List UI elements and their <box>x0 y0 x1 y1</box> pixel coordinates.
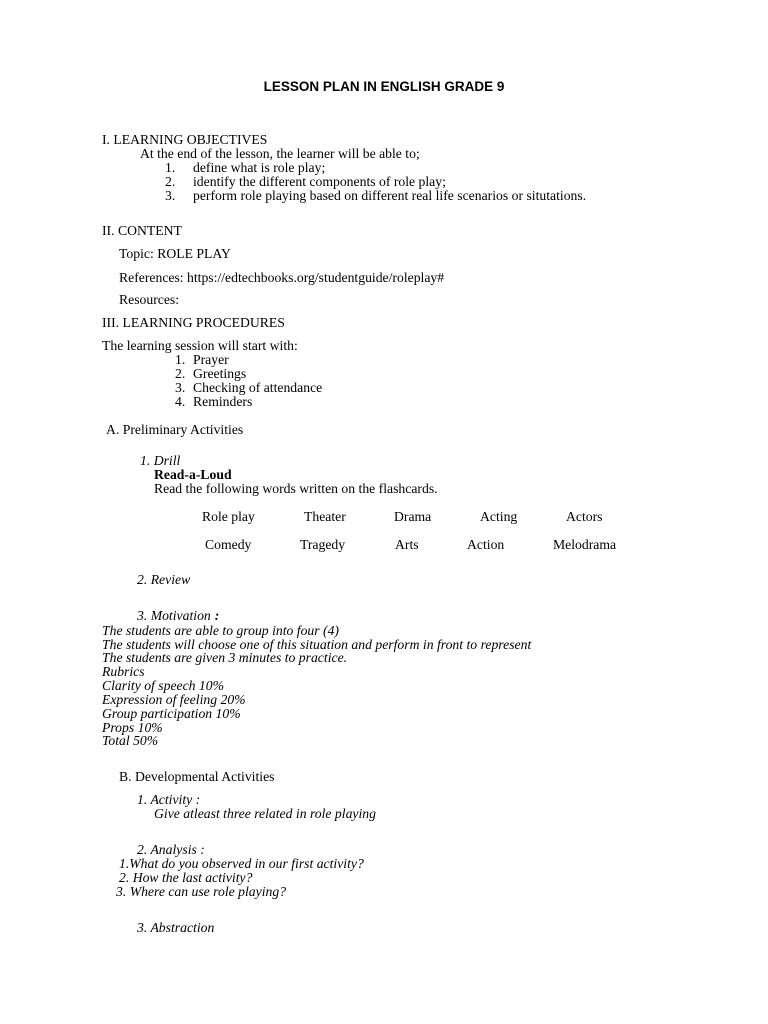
drill-label: 1. Drill <box>140 453 181 468</box>
flashcard-word: Comedy <box>205 537 252 552</box>
procedure-text: Checking of attendance <box>193 380 323 395</box>
procedure-number: 2. <box>175 366 186 381</box>
motivation-colon: : <box>214 608 220 623</box>
analysis-question: 2. How the last activity? <box>119 870 253 885</box>
content-heading: II. CONTENT <box>102 223 182 238</box>
motivation-line: The students are given 3 minutes to practice. <box>102 650 348 665</box>
drill-title: Read-a-Loud <box>154 467 232 482</box>
objective-item <box>165 161 325 175</box>
procedures-intro: The learning session will start with: <box>102 338 298 353</box>
procedure-number: 1. <box>175 352 186 367</box>
drill-instruction: Read the following words written on the flashcards. <box>154 481 438 496</box>
rubrics-heading: Rubrics <box>102 664 145 679</box>
procedure-number: 4. <box>175 394 186 409</box>
motivation-line: The students will choose one of this situation and perform in front to represent <box>102 637 532 652</box>
objectives-heading: I. LEARNING OBJECTIVES <box>102 132 268 147</box>
objectives-intro: At the end of the lesson, the learner will be able to; <box>140 146 420 161</box>
procedure-item <box>175 367 246 381</box>
flashcard-word: Melodrama <box>553 537 617 552</box>
objective-number: 2. <box>165 174 176 189</box>
content-topic: Topic: ROLE PLAY <box>119 246 231 261</box>
procedure-item <box>175 353 229 367</box>
objective-item <box>165 175 446 189</box>
preliminary-heading: A. Preliminary Activities <box>106 422 244 437</box>
objective-text: identify the different components of role play; <box>193 174 446 189</box>
objective-item <box>165 189 586 203</box>
procedure-text: Greetings <box>193 366 247 381</box>
flashcard-word: Role play <box>202 509 255 524</box>
rubric-item: Expression of feeling 20% <box>102 692 246 707</box>
flashcard-word: Theater <box>304 509 346 524</box>
motivation-label: 3. Motivation <box>137 608 211 623</box>
objective-text: perform role playing based on different real life scenarios or situtations. <box>193 188 587 203</box>
objective-text: define what is role play; <box>193 160 326 175</box>
flashcard-word: Drama <box>394 509 432 524</box>
rubric-item: Clarity of speech 10% <box>102 678 225 693</box>
procedure-text: Prayer <box>193 352 229 367</box>
developmental-heading: B. Developmental Activities <box>119 769 275 784</box>
content-references: References: https://edtechbooks.org/studentguide/roleplay# <box>119 270 445 285</box>
analysis-question: 1.What do you observed in our first activity? <box>119 856 364 871</box>
motivation-line: The students are able to group into four (4) <box>102 623 339 638</box>
flashcard-word: Arts <box>395 537 419 552</box>
analysis-question: 3. Where can use role playing? <box>116 884 287 899</box>
content-resources: Resources: <box>119 292 180 307</box>
flashcard-word: Tragedy <box>300 537 346 552</box>
objective-number: 3. <box>165 188 176 203</box>
rubric-item: Group participation 10% <box>102 706 241 721</box>
procedure-item <box>175 395 252 409</box>
flashcard-word: Actors <box>566 509 603 524</box>
procedure-number: 3. <box>175 380 186 395</box>
procedures-heading: III. LEARNING PROCEDURES <box>102 315 285 330</box>
document-title: LESSON PLAN IN ENGLISH GRADE 9 <box>263 79 505 94</box>
activity-label: 1. Activity : <box>137 792 201 807</box>
procedure-text: Reminders <box>193 394 253 409</box>
objective-number: 1. <box>165 160 176 175</box>
analysis-label: 2. Analysis : <box>137 842 205 857</box>
rubric-item: Props 10% <box>102 720 163 735</box>
procedure-item <box>175 381 322 395</box>
flashcard-word: Acting <box>480 509 518 524</box>
activity-text: Give atleast three related in role playing <box>154 806 376 821</box>
motivation-label-line <box>137 609 219 623</box>
review-label: 2. Review <box>137 572 191 587</box>
rubric-total: Total 50% <box>102 733 159 748</box>
abstraction-label: 3. Abstraction <box>137 920 215 935</box>
flashcard-word: Action <box>467 537 505 552</box>
